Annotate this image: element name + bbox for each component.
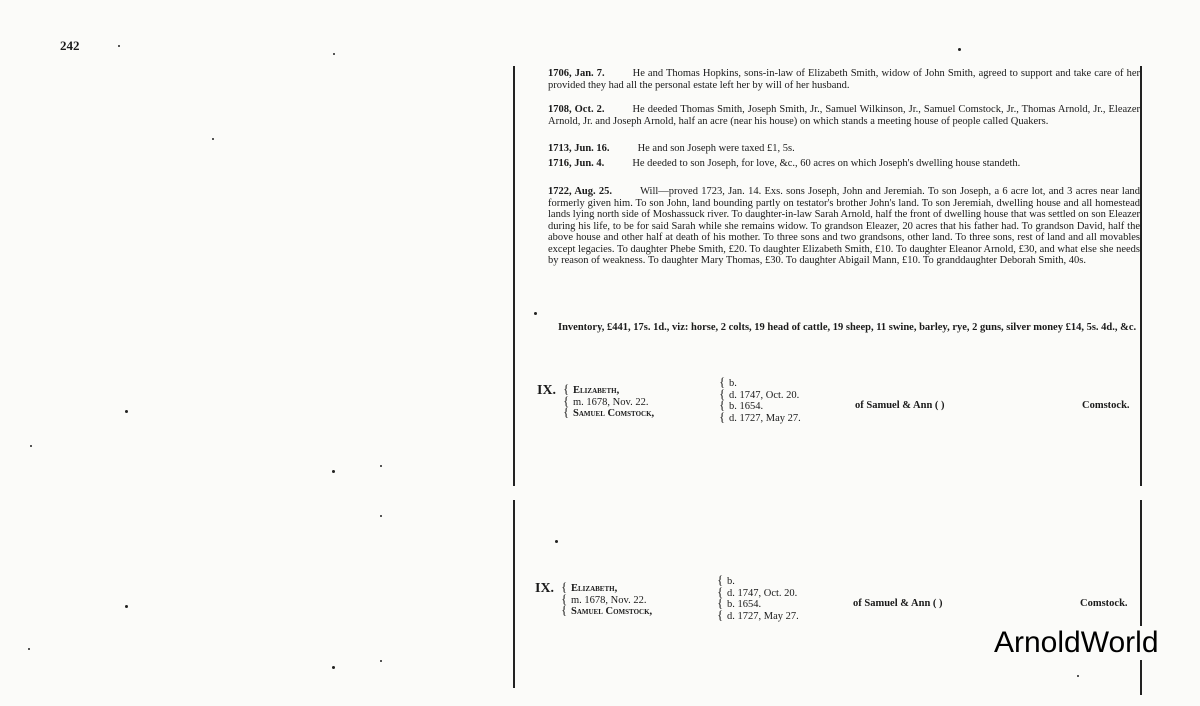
brace-right: { { { { [717,572,724,622]
speck [125,410,128,413]
speck [380,515,382,517]
spouse-death-date: d. 1727, May 27. [727,610,799,622]
spouse-parents: of Samuel & Ann ( ) [855,400,945,411]
speck [958,48,961,51]
spouse-birth-date: b. 1654. [727,599,762,610]
bullet-mark [534,312,537,315]
birth-date: b. [729,378,737,389]
speck [212,138,214,140]
dates-column [729,378,801,424]
dates-column [727,576,799,622]
entry-date: 1722, Aug. 25. [548,186,613,197]
speck [30,445,32,447]
spouse-name: Samuel Comstock, [573,408,655,419]
names-column [573,385,654,420]
speck [555,540,558,543]
speck [332,666,335,669]
generation-numeral: IX. [537,383,557,398]
entry-text: He deeded to son Joseph, for love, &c., 60 acres on which Joseph's dwelling house standeth. [632,158,1021,169]
marriage-date: m. 1678, Nov. 22. [571,594,647,606]
speck [28,648,30,650]
entry-1713 [548,143,1140,155]
entry-text: He and Thomas Hopkins, sons-in-law of Elizabeth Smith, widow of John Smith, agreed to support and take care of her provided they had all the personal estate left her by will of her husband. [548,68,1141,91]
entry-1708 [548,104,1140,127]
watermark-logo: ArnoldWorld [990,626,1163,660]
speck [118,45,120,47]
right-margin-rule [1140,66,1142,486]
entry-date: 1706, Jan. 7. [548,68,605,79]
right-margin-rule-lower [1140,500,1142,695]
entry-1706 [548,68,1140,91]
names-column [571,583,652,618]
page-number: 242 [60,38,80,53]
inventory: Inventory, £441, 17s. 1d., viz: horse, 2 colts, 19 head of cattle, 19 sheep, 11 swine, barley, rye, 2 guns, silver money £14, 5s. 4d., &c. [558,322,1137,333]
speck [125,605,128,608]
speck [332,470,335,473]
birth-date: b. [727,576,735,587]
person-name: Elizabeth, [571,583,618,594]
brace-right: { { { { [719,374,726,424]
spouse-parents: of Samuel & Ann ( ) [853,598,943,609]
left-margin-rule-lower [513,500,515,688]
marriage-date: m. 1678, Nov. 22. [573,396,649,408]
speck [380,660,382,662]
spouse-birth-date: b. 1654. [729,401,764,412]
spouse-surname: Comstock. [1080,598,1128,609]
generation-block [537,374,1137,425]
spouse-surname: Comstock. [1082,400,1130,411]
generation-numeral: IX. [535,581,555,596]
speck [380,465,382,467]
spouse-name: Samuel Comstock, [571,606,653,617]
person-name: Elizabeth, [573,385,620,396]
speck [1077,675,1079,677]
death-date: d. 1747, Oct. 20. [729,389,800,401]
entry-text: He and son Joseph were taxed £1, 5s. [637,143,795,154]
entry-1716 [548,158,1140,170]
entry-date: 1716, Jun. 4. [548,158,605,169]
entry-date: 1713, Jun. 16. [548,143,610,154]
left-margin-rule [513,66,515,486]
generation-block-repeat [535,572,1135,623]
entry-1722-will [548,186,1140,267]
entry-date: 1708, Oct. 2. [548,104,605,115]
brace-left: { { { [563,381,570,419]
spouse-death-date: d. 1727, May 27. [729,412,801,424]
brace-left: { { { [561,579,568,617]
entry-text: He deeded Thomas Smith, Joseph Smith, Jr., Samuel Wilkinson, Jr., Samuel Comstock, Jr., Thomas Arnold, Jr., Eleazer Arnold, Jr. and Joseph Arnold, half an acre (near his house) on which stands a meeting house of people called Quakers. [548,104,1140,127]
entry-text: Will—proved 1723, Jan. 14. Exs. sons Joseph, John and Jeremiah. To son Joseph, a 6 acre lot, and 3 acres near land formerly given him. To son John, land bounding partly on testator's brother John's land. To son Jeremiah, dwelling house and all homestead lands lying north side of Moshassuck river. To daughter-in-law Sarah Arnold, half the front of dwelling house that was settled on son Eleazer during his life, to be for said Sarah while she remains widow. To grandson Eleazer, 20 acres that his father had. To grandson David, half the above house and other half at death of his mother. To three sons and two grandsons, other land. To three sons, rest of land and all movables except legacies. To daughter Phebe Smith, £20. To daughter Elizabeth Smith, £10. To daughter Eleanor Arnold, £30, and what else she needs by reason of weakness. To daughter Mary Thomas, £30. To daughter Abigail Mann, £10. To granddaughter Deborah Smith, 40s. [548,186,1140,266]
death-date: d. 1747, Oct. 20. [727,587,798,599]
speck [333,53,335,55]
